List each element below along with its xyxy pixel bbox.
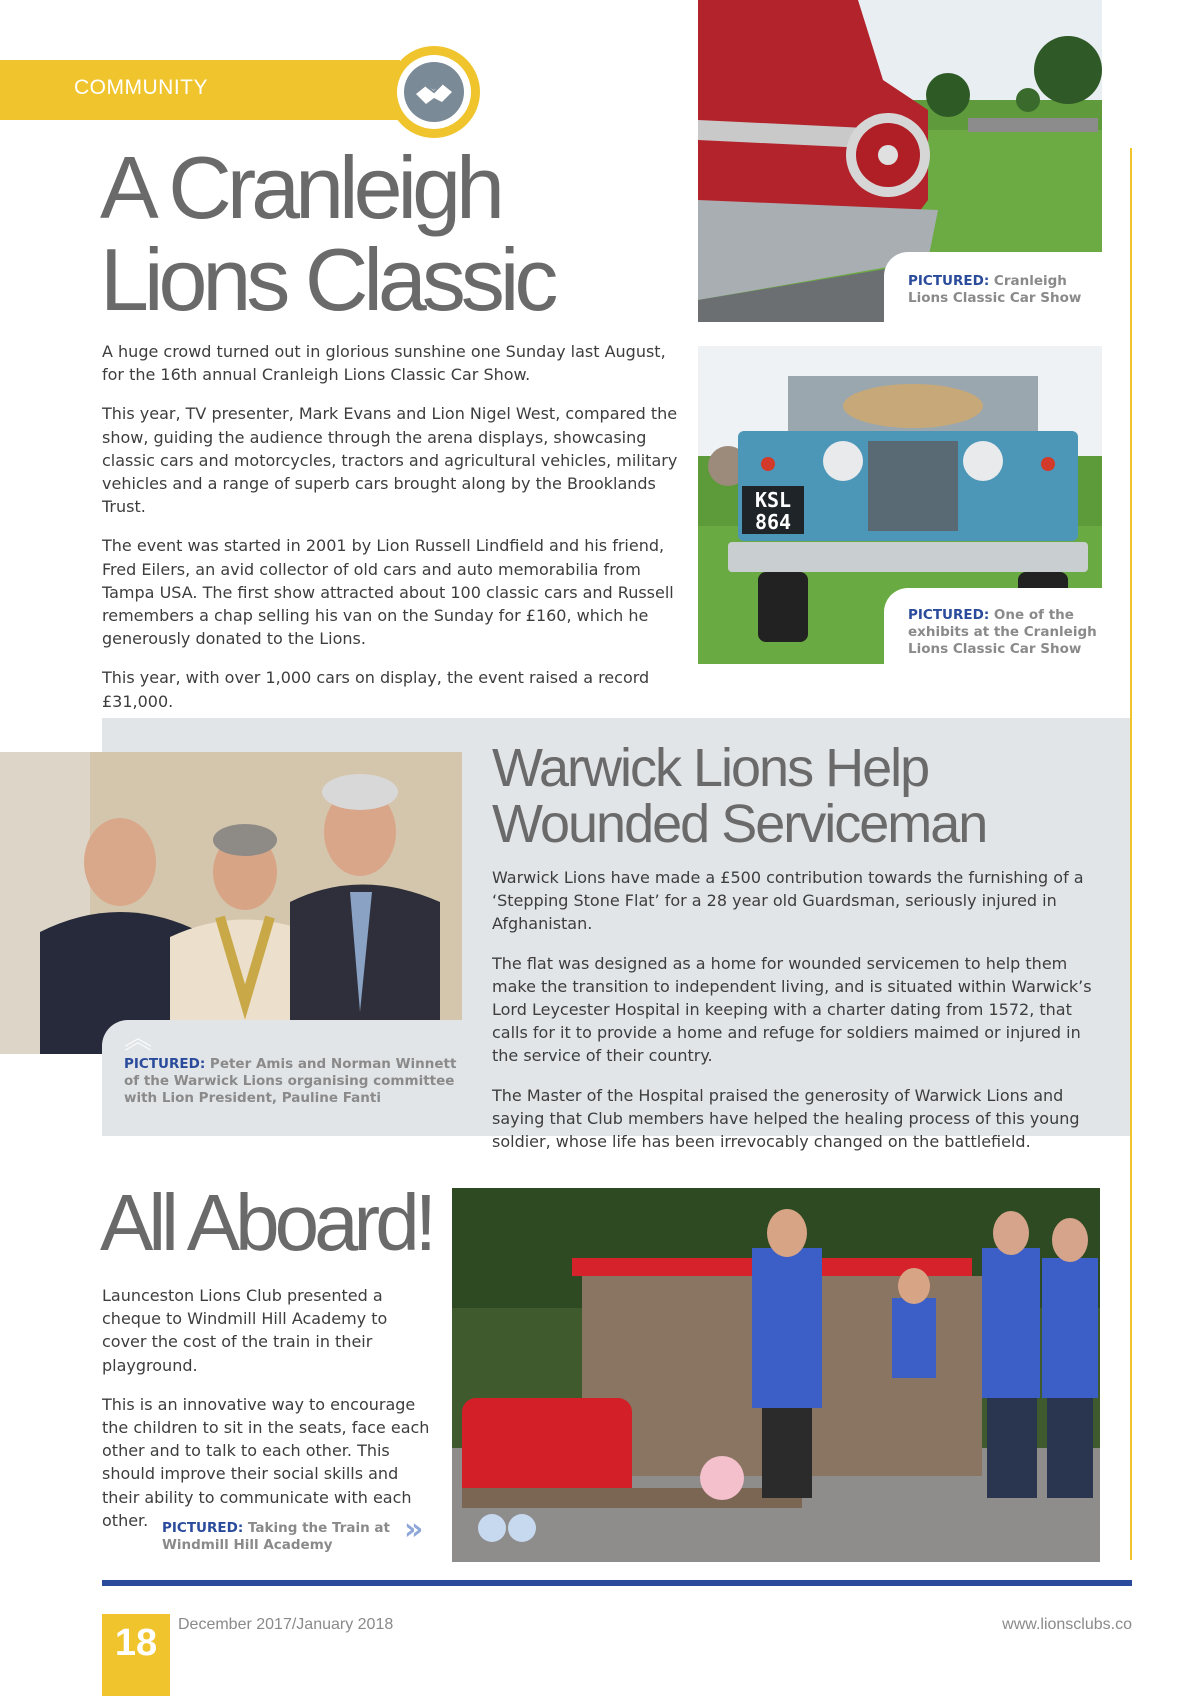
chevron-up-icon: ︽ — [124, 1022, 153, 1055]
article1-paragraph: This year, with over 1,000 cars on display, the event raised a record £31,000. — [102, 668, 650, 711]
website-link[interactable]: www.lionsclubs.co — [1002, 1616, 1132, 1633]
chevron-right-icon: » — [404, 1512, 424, 1547]
article1-paragraph: This year, TV presenter, Mark Evans and Lion Nigel West, compared the show, guiding the audience through the arena displays, showcasing classic cars and motorcycles, tractors and agricultural vehicles, military vehicles and a range of superb cars brought along by the Brooklands Trust. — [102, 404, 678, 517]
accent-rule — [1130, 148, 1132, 1560]
section-label: COMMUNITY — [74, 76, 208, 99]
photo1-caption: PICTURED: Cranleigh Lions Classic Car Show — [908, 273, 1082, 306]
photo2-caption: PICTURED: One of the exhibits at the Cranleigh Lions Classic Car Show — [908, 607, 1097, 657]
plate-line1: KSL — [754, 488, 792, 512]
photo3-caption: PICTURED: Peter Amis and Norman Winnett of the Warwick Lions organising committee with Lion President, Pauline Fanti — [124, 1056, 457, 1106]
article1-paragraph: A huge crowd turned out in glorious sunshine one Sunday last August, for the 16th annual Cranleigh Lions Classic Car Show. — [102, 342, 666, 385]
article1-paragraph: The event was started in 2001 by Lion Russell Lindfield and his friend, Fred Eilers, an avid collector of old cars and auto memorabilia from Tampa USA. The first show attracted about 100 classic cars and Russell remembers a chap selling his van on the Sunday for £160, which he generously donated to the Lions. — [102, 536, 674, 649]
article1-title: A Cranleigh Lions Classic — [100, 138, 554, 329]
page-number: 18 — [114, 1622, 158, 1664]
article2-paragraph: Warwick Lions have made a £500 contribution towards the furnishing of a ‘Stepping Stone Flat’ for a 28 year old Guardsman, seriously injured in Afghanistan. — [492, 868, 1084, 934]
warwick-lions-photo — [0, 752, 462, 1054]
article2-paragraph: The flat was designed as a home for wounded servicemen to help them make the transition to independent living, and is situated within Warwick’s Lord Leycester Hospital in keeping with a charter dating from 1572, that calls for it to provide a home and refuge for soldiers maimed or injured in the service of their country. — [492, 953, 1092, 1066]
article3-paragraph: This is an innovative way to encourage the children to sit in the seats, face each other and to talk to each other. This should improve their social skills and their ability to communicate with each other. — [102, 1394, 430, 1530]
issue-date: December 2017/January 2018 — [178, 1616, 394, 1633]
photo4-caption: PICTURED: Taking the Train at Windmill Hill Academy — [162, 1520, 390, 1553]
article3-body — [102, 1284, 432, 1548]
playground-train-photo — [452, 1188, 1100, 1562]
article1-body — [102, 340, 682, 729]
article3-title: All Aboard! — [100, 1178, 432, 1267]
handshake-icon — [404, 62, 464, 122]
article2-title: Warwick Lions Help Wounded Serviceman — [492, 738, 987, 854]
article2-paragraph: The Master of the Hospital praised the generosity of Warwick Lions and saying that Club members have helped the healing process of this young soldier, whose life has been irrevocably changed on the battlefield. — [492, 1085, 1080, 1152]
article2-body — [492, 866, 1112, 1169]
plate-line2: 864 — [754, 510, 792, 534]
article3-paragraph: Launceston Lions Club presented a cheque to Windmill Hill Academy to cover the cost of the train in their playground. — [102, 1286, 388, 1375]
footer-rule — [102, 1580, 1132, 1586]
